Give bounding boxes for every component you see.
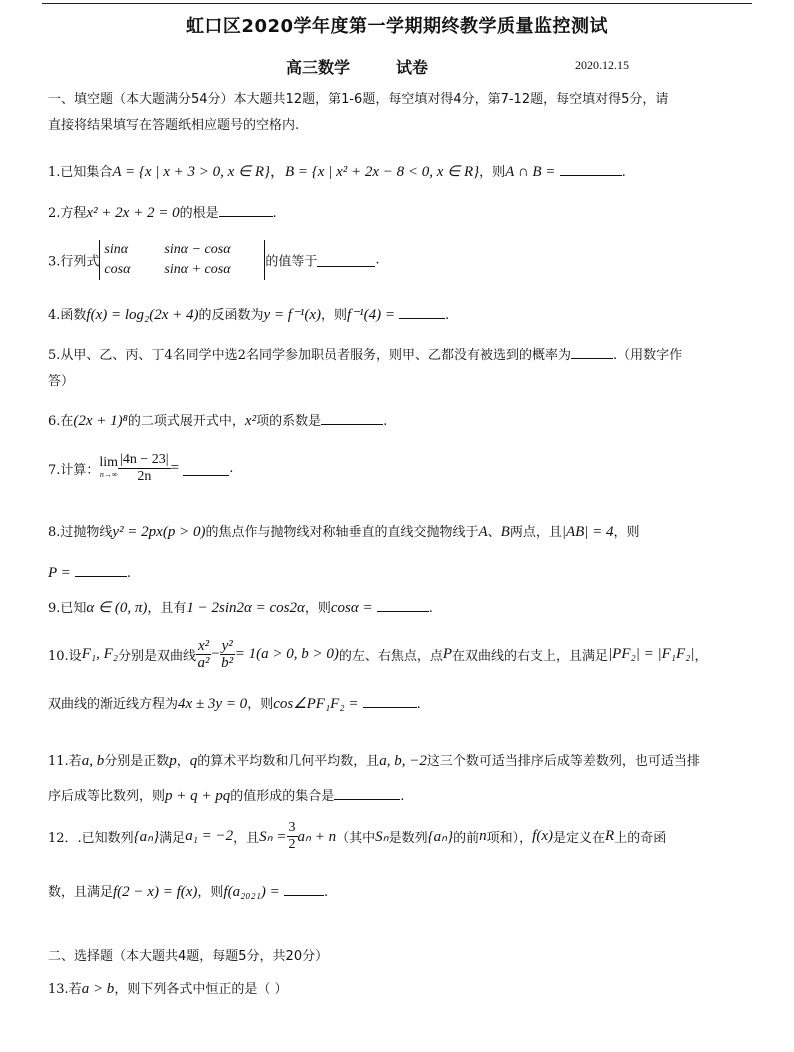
answer-blank-5[interactable] [571, 345, 613, 359]
question-10: 10.设F₁, F₂分别是双曲线 $\frac{\text{x²}}{\text{a²}}$ − $\frac{\text{y²}}{\text{b²}}$ = 1(a > 0, b > 0)的左、右焦点，点P在双曲线的右支上，且满足|PF₂| = |F₁F₂|， 双曲线的渐近线方程为4x ± 3y = 0，则cos∠PF₁F₂ = . [48, 638, 708, 712]
question-12: 12．.已知数列{aₙ}满足a₁ = −2，且Sₙ = $\frac{3}{2}$ aₙ + n（其中Sₙ是数列{aₙ}的前n项和），f(x)是定义在R上的奇函 数，且满足f(2 − x) = f(x)，则f(a₂₀₂₁) = . [48, 820, 667, 900]
answer-blank-2[interactable] [219, 203, 273, 217]
answer-blank-4[interactable] [399, 305, 445, 319]
question-3: 3.行列式sinα sinα − cosα cosα sinα + cosα 的值等于 . [48, 240, 380, 280]
answer-blank-7[interactable] [183, 462, 229, 476]
exam-subtitle [286, 55, 428, 78]
question-9: 9.已知α ∈ (0, π)，且有1 − 2sin2α = cos2α，则cosα = . [48, 600, 433, 616]
exam-date: 2020.12.15 [575, 58, 629, 72]
section1-intro-line2: 直接将结果填写在答题纸相应题号的空格内. [48, 118, 300, 133]
determinant: sinα sinα − cosα cosα sinα + cosα [99, 240, 265, 280]
paper-label: 试卷 [396, 58, 429, 77]
question-8: 8.过抛物线y² = 2px(p > 0)的焦点作与抛物线对称轴垂直的直线交抛物线于A、B两点，且|AB| = 4，则 P = . [48, 524, 640, 581]
section2-heading: 二、选择题（本大题共4题，每题5分，共20分） [48, 949, 329, 964]
exam-title: 虹口区2020学年度第一学期期终教学质量监控测试 [185, 16, 609, 37]
question-11: 11.若a, b分别是正数p，q的算术平均数和几何平均数，且a, b, −2这三个数可适当排序后成等差数列，也可适当排 序后成等比数列，则p + q + pq的值形成的集合是 . [48, 753, 700, 804]
question-2: 2.方程x² + 2x + 2 = 0的根是 . [48, 205, 277, 221]
question-1: 1.已知集合A = {x | x + 3 > 0, x ∈ R}，B = {x | x² + 2x − 8 < 0, x ∈ R}，则A ∩ B = . [48, 164, 626, 180]
section1-intro-line1: 一、填空题（本大题满分54分）本大题共12题，第1-6题，每空填对得4分，第7-12题，每空填对得5分，请 [48, 92, 669, 107]
limit-fraction: $\frac{|4n - 23|}{2n}$ [120, 452, 169, 484]
answer-blank-8[interactable] [75, 563, 127, 577]
question-13: 13.若a > b，则下列各式中恒正的是（ ） [48, 981, 288, 997]
answer-blank-1[interactable] [560, 162, 622, 176]
answer-blank-12[interactable] [284, 882, 324, 896]
question-4: 4.函数f(x) = log₂(2x + 4)的反函数为y = f⁻¹(x)，则f⁻¹(4) = . [48, 307, 450, 323]
subject-label: 高三数学 [286, 58, 351, 77]
top-rule [42, 3, 752, 4]
answer-blank-11[interactable] [334, 786, 400, 800]
answer-blank-10[interactable] [363, 694, 417, 708]
section1-heading [48, 87, 668, 139]
answer-blank-3[interactable] [317, 253, 375, 267]
answer-blank-6[interactable] [321, 411, 383, 425]
question-5: 5.从甲、乙、丙、丁4名同学中选2名同学参加职员者服务，则甲、乙都没有被选到的概率为 .（用数字作 答） [48, 343, 682, 395]
question-6: 6.在(2x + 1)⁸的二项式展开式中，x²项的系数是 . [48, 413, 388, 429]
question-7: 7.计算： lim n→∞ $\frac{|4n - 23|}{2n}$ = . [48, 452, 234, 484]
answer-blank-9[interactable] [377, 598, 429, 612]
limit-operator: lim n→∞ [99, 454, 119, 479]
